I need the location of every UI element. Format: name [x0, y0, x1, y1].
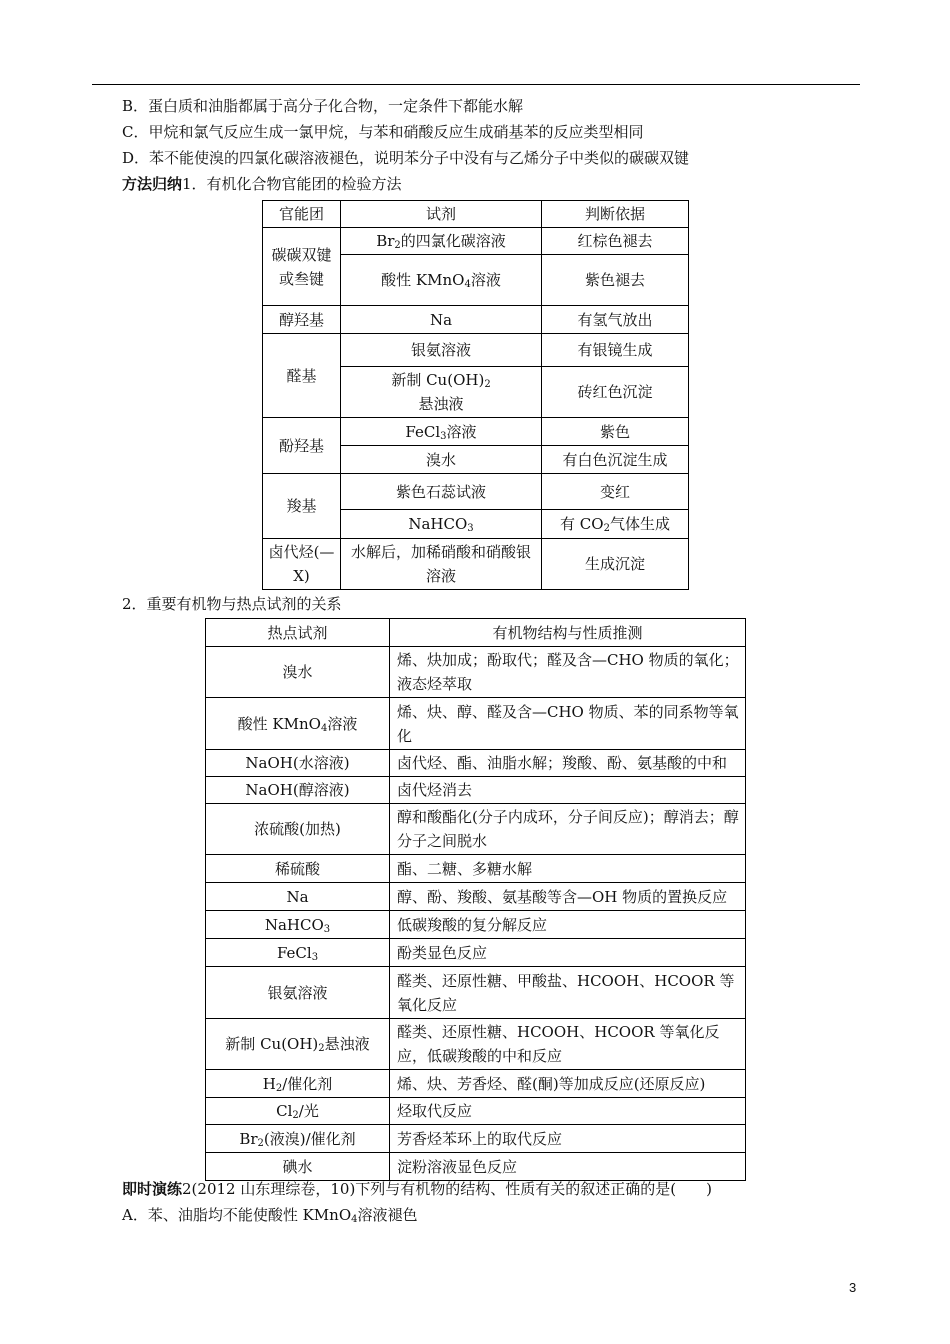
- t2-inference: 醛类、还原性糖、HCOOH、HCOOR 等氧化反应，低碳羧酸的中和反应: [390, 1019, 746, 1070]
- method-text: 1．有机化合物官能团的检验方法: [182, 175, 402, 193]
- method-label: 方法归纳: [122, 175, 183, 193]
- option-b: B．蛋白质和油脂都属于高分子化合物，一定条件下都能水解: [122, 97, 524, 115]
- t1-group-aldehyde: 醛基: [263, 334, 341, 418]
- t2-header-inference: 有机物结构与性质推测: [390, 619, 746, 647]
- t2-reagent: $Br_2$(液溴)/催化剂: [206, 1125, 390, 1153]
- section-2-heading: 2．重要有机物与热点试剂的关系: [122, 595, 342, 613]
- t1-basis: 紫色: [542, 418, 689, 446]
- t2-reagent: 银氨溶液: [206, 967, 390, 1019]
- hot-reagent-table: [205, 618, 746, 1181]
- method-heading: [122, 174, 402, 194]
- option-d: D．苯不能使溴的四氯化碳溶液褪色，说明苯分子中没有与乙烯分子中类似的碳碳双键: [122, 149, 690, 167]
- t1-header-group: 官能团: [263, 201, 341, 228]
- t1-group-halide: 卤代烃(—X): [263, 539, 341, 590]
- t2-reagent: Na: [206, 883, 390, 911]
- t2-reagent: 新制 $Cu(OH)_2$悬浊液: [206, 1019, 390, 1070]
- t1-reagent: 新制 $Cu(OH)_2$ 悬浊液: [341, 367, 542, 418]
- t1-basis: 有白色沉淀生成: [542, 446, 689, 474]
- t1-basis: 变红: [542, 474, 689, 510]
- t1-reagent: 溴水: [341, 446, 542, 474]
- t1-basis: 有氢气放出: [542, 306, 689, 334]
- option-a: A．苯、油脂均不能使酸性 KMnO$_4$溶液褪色: [122, 1206, 418, 1225]
- header-rule: [92, 84, 860, 85]
- t2-reagent: 浓硫酸(加热): [206, 804, 390, 855]
- t2-inference: 酯、二糖、多糖水解: [390, 855, 746, 883]
- t1-basis: 有 $CO_2$气体生成: [542, 510, 689, 539]
- t2-inference: 烯、炔加成；酚取代；醛及含—CHO 物质的氧化；液态烃萃取: [390, 647, 746, 698]
- t1-basis: 红棕色褪去: [542, 228, 689, 255]
- t1-header-basis: 判断依据: [542, 201, 689, 228]
- t2-inference: 烯、炔、芳香烃、醛(酮)等加成反应(还原反应): [390, 1070, 746, 1098]
- t1-reagent: FeCl$_3$溶液: [341, 418, 542, 446]
- t1-reagent: 水解后，加稀硝酸和硝酸银溶液: [341, 539, 542, 590]
- t2-inference: 醇和酸酯化(分子内成环，分子间反应)；醇消去；醇分子之间脱水: [390, 804, 746, 855]
- t2-reagent: 稀硫酸: [206, 855, 390, 883]
- t2-reagent: 溴水: [206, 647, 390, 698]
- practice-text: 2(2012 山东理综卷，10)下列与有机物的结构、性质有关的叙述正确的是( ): [182, 1180, 712, 1198]
- t2-reagent: 酸性 KMnO$_4$溶液: [206, 698, 390, 750]
- t1-group-phenol: 酚羟基: [263, 418, 341, 474]
- t1-reagent: $Br_2$的四氯化碳溶液: [341, 228, 542, 255]
- t1-basis: 紫色褪去: [542, 255, 689, 306]
- t2-inference: 烃取代反应: [390, 1098, 746, 1125]
- t2-reagent: $Cl_2/$光: [206, 1098, 390, 1125]
- t2-reagent: $H_2/$催化剂: [206, 1070, 390, 1098]
- t1-group-carboxyl: 羧基: [263, 474, 341, 539]
- t1-group-alcohol: 醇羟基: [263, 306, 341, 334]
- t1-reagent: 银氨溶液: [341, 334, 542, 367]
- t2-inference: 淀粉溶液显色反应: [390, 1153, 746, 1181]
- t2-reagent: NaHCO$_3$: [206, 911, 390, 939]
- t2-reagent: 碘水: [206, 1153, 390, 1181]
- option-c: C．甲烷和氯气反应生成一氯甲烷，与苯和硝酸反应生成硝基苯的反应类型相同: [122, 123, 644, 141]
- t1-reagent: NaHCO$_3$: [341, 510, 542, 539]
- t1-reagent: Na: [341, 306, 542, 334]
- t2-inference: 卤代烃消去: [390, 777, 746, 804]
- t2-inference: 醇、酚、羧酸、氨基酸等含—OH 物质的置换反应: [390, 883, 746, 911]
- t2-inference: 低碳羧酸的复分解反应: [390, 911, 746, 939]
- t2-inference: 酚类显色反应: [390, 939, 746, 967]
- t2-reagent: NaOH(醇溶液): [206, 777, 390, 804]
- t1-basis: 生成沉淀: [542, 539, 689, 590]
- functional-group-table: [262, 200, 689, 590]
- practice-label: 即时演练: [122, 1180, 183, 1198]
- t2-inference: 烯、炔、醇、醛及含—CHO 物质、苯的同系物等氧化: [390, 698, 746, 750]
- t1-group-cc: 碳碳双键或叁键: [263, 228, 341, 306]
- t1-basis: 有银镜生成: [542, 334, 689, 367]
- t1-reagent: 酸性 KMnO$_4$溶液: [341, 255, 542, 306]
- t1-basis: 砖红色沉淀: [542, 367, 689, 418]
- t2-header-reagent: 热点试剂: [206, 619, 390, 647]
- t2-reagent: NaOH(水溶液): [206, 750, 390, 777]
- t2-reagent: FeCl$_3$: [206, 939, 390, 967]
- t2-inference: 芳香烃苯环上的取代反应: [390, 1125, 746, 1153]
- practice-question: [122, 1179, 712, 1199]
- t2-inference: 卤代烃、酯、油脂水解；羧酸、酚、氨基酸的中和: [390, 750, 746, 777]
- t1-reagent: 紫色石蕊试液: [341, 474, 542, 510]
- page-number: 3: [849, 1280, 857, 1295]
- t2-inference: 醛类、还原性糖、甲酸盐、HCOOH、HCOOR 等氧化反应: [390, 967, 746, 1019]
- t1-header-reagent: 试剂: [341, 201, 542, 228]
